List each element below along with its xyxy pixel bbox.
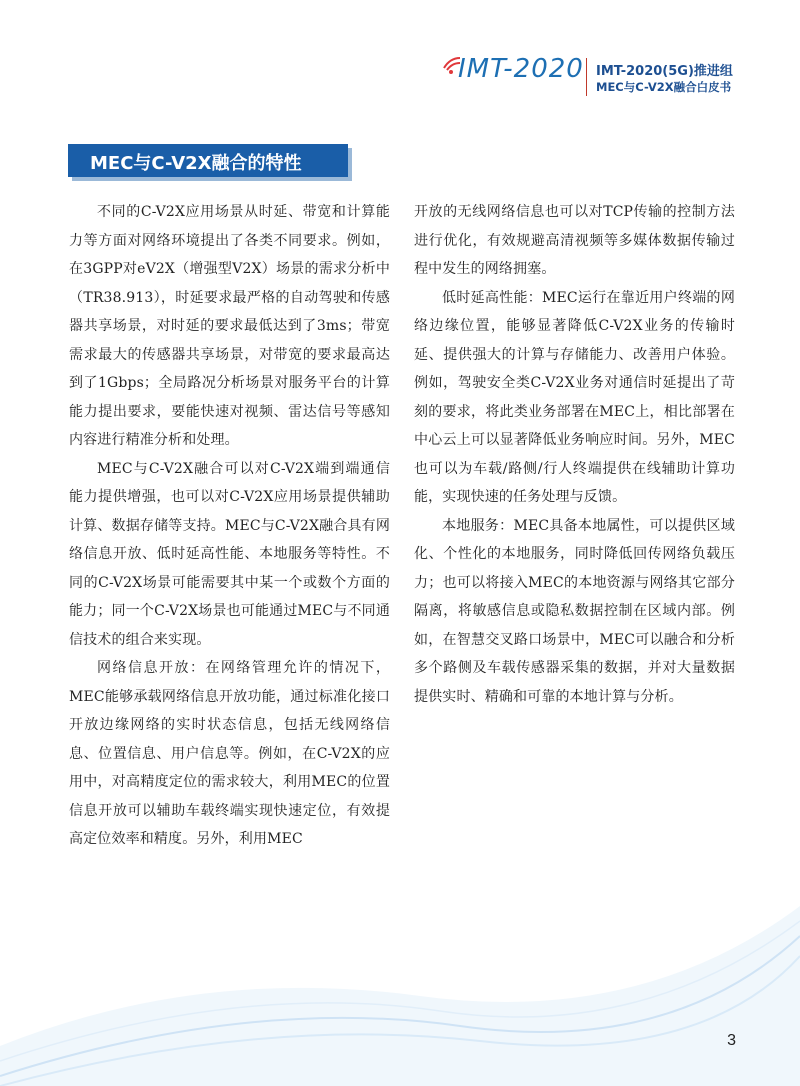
section-title: MEC与C-V2X融合的特性 xyxy=(90,153,302,174)
paragraph: 开放的无线网络信息也可以对TCP传输的控制方法进行优化，有效规避高清视频等多媒体数据传输过程中发生的网络拥塞。 xyxy=(414,204,735,277)
left-column xyxy=(69,198,390,854)
section-title-box xyxy=(68,144,348,177)
decorative-waves xyxy=(0,846,800,1086)
imt-2020-logo xyxy=(438,50,598,100)
header-org: IMT-2020(5G)推进组 xyxy=(596,64,733,79)
page-number: 3 xyxy=(727,1032,736,1049)
paragraph: 低时延高性能：MEC运行在靠近用户终端的网络边缘位置，能够显著降低C-V2X业务的传输时延、提供强大的计算与存储能力、改善用户体验。例如，驾驶安全类C-V2X业务对通信时延提出了苛刻的要求，将此类业务部署在MEC上，相比部署在中心云上可以显著降低业务响应时间。另外，MEC也可以为车载/路侧/行人终端提供在线辅助计算功能，实现快速的任务处理与反馈。 xyxy=(414,289,735,505)
paragraph: 本地服务：MEC具备本地属性，可以提供区域化、个性化的本地服务，同时降低回传网络负载压力；也可以将接入MEC的本地资源与网络其它部分隔离，将敏感信息或隐私数据控制在区域内部。例如，在智慧交叉路口场景中，MEC可以融合和分析多个路侧及车载传感器采集的数据，并对大量数据提供实时、精确和可靠的本地计算与分析。 xyxy=(414,517,735,705)
header-divider xyxy=(586,58,587,96)
paragraph: 网络信息开放：在网络管理允许的情况下，MEC能够承载网络信息开放功能，通过标准化接口开放边缘网络的实时状态信息，包括无线网络信息、位置信息、用户信息等。例如，在C-V2X的应用中，对高精度定位的需求较大，利用MEC的位置信息开放可以辅助车载终端实现快速定位，有效提高定位效率和精度。另外，利用MEC xyxy=(69,660,390,847)
header-doc-title: MEC与C-V2X融合白皮书 xyxy=(596,80,732,94)
paragraph: 不同的C-V2X应用场景从时延、带宽和计算能力等方面对网络环境提出了各类不同要求。例如，在3GPP对eV2X（增强型V2X）场景的需求分析中（TR38.913），时延要求最严格的自动驾驶和传感器共享场景，对时延的要求最低达到了3ms；带宽需求最大的传感器共享场景，对带宽的要求最高达到了1Gbps；全局路况分析场景对服务平台的计算能力提出要求，要能快速对视频、雷达信号等感知内容进行精准分析和处理。 xyxy=(69,204,390,448)
logo-text: IMT-2020 xyxy=(458,54,584,84)
paragraph: MEC与C-V2X融合可以对C-V2X端到端通信能力提供增强，也可以对C-V2X应用场景提供辅助计算、数据存储等支持。MEC与C-V2X融合具有网络信息开放、低时延高性能、本地服务等特性。不同的C-V2X场景可能需要其中某一个或数个方面的能力；同一个C-V2X场景也可能通过MEC与不同通信技术的组合来实现。 xyxy=(69,460,390,648)
right-column xyxy=(414,198,735,711)
